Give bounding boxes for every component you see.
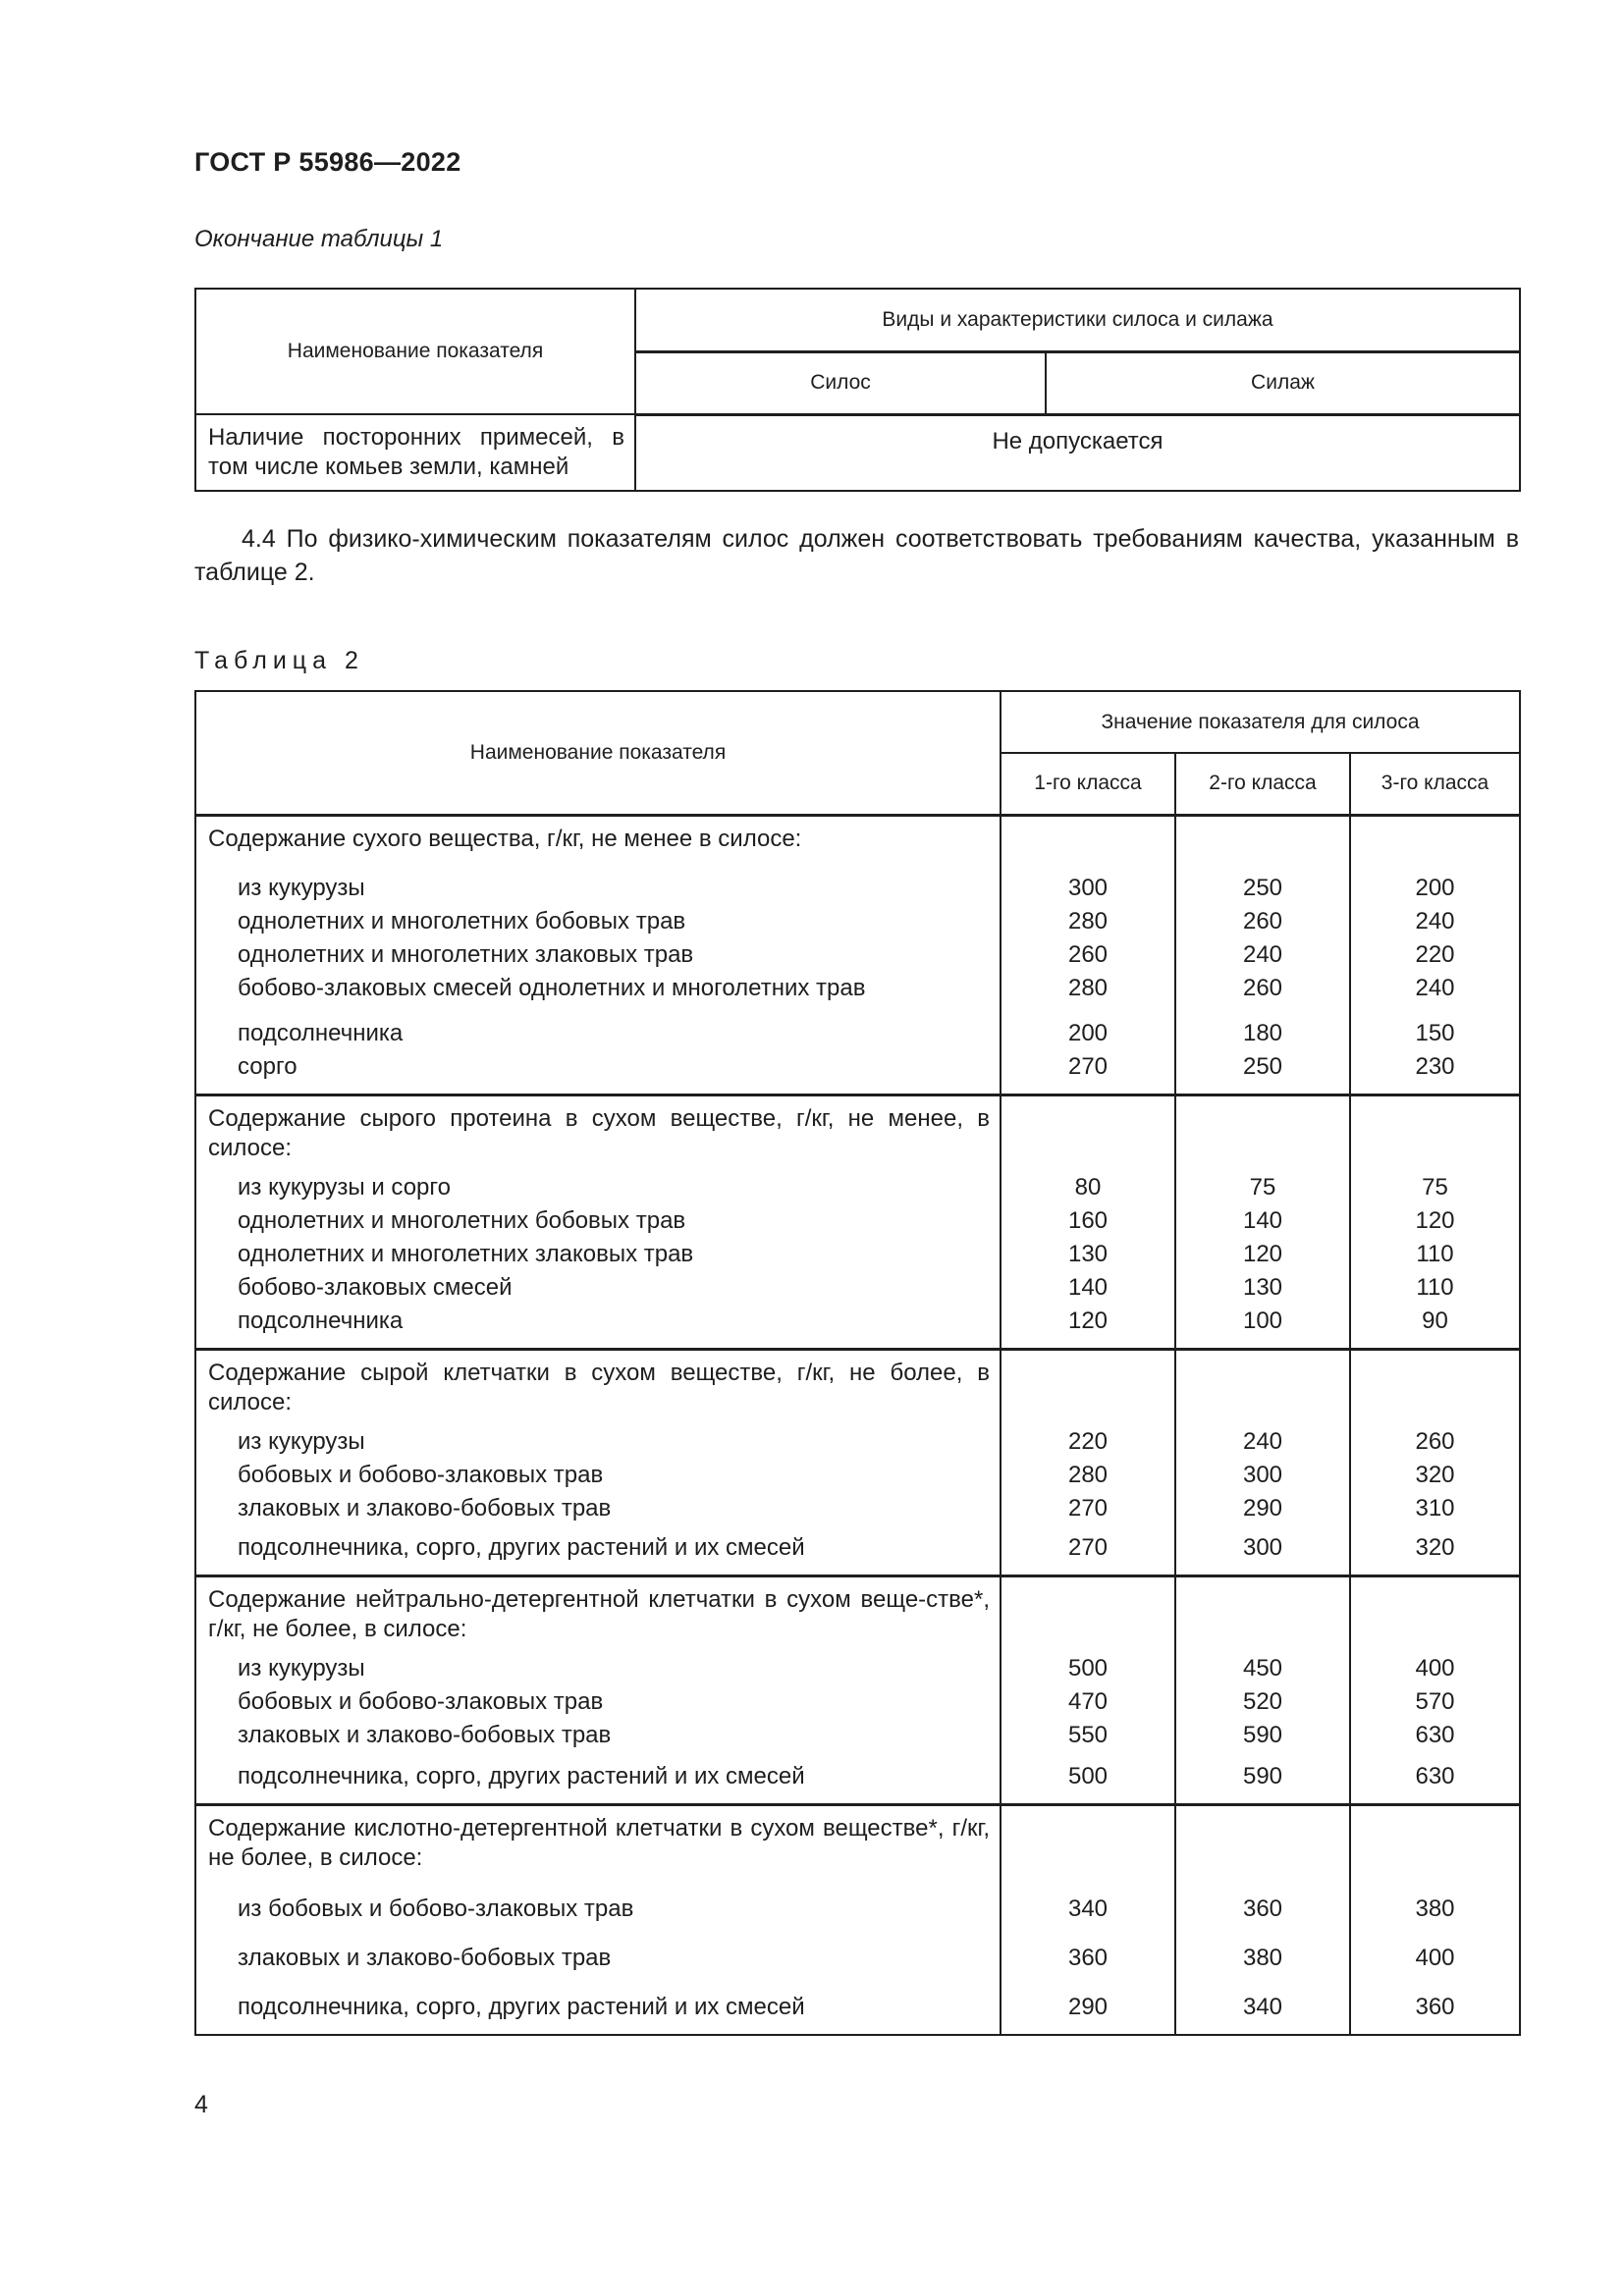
table1-row-name: Наличие посторонних примесей, в том числе комьев земли, камней	[195, 414, 635, 491]
table2-row-name: из бобовых и бобово-злаковых трав	[238, 1895, 634, 1922]
page-number: 4	[194, 2091, 208, 2118]
table2-group-class3-values	[1350, 1575, 1520, 1804]
table2-value-class2: 520	[1242, 1687, 1283, 1715]
table2-group-names	[195, 1349, 1001, 1575]
table2-group-class2-values	[1175, 1349, 1350, 1575]
table2-group-class3-values	[1350, 1095, 1520, 1349]
table2-value-class3: 200	[1415, 874, 1455, 901]
table2-group-class2-values	[1175, 815, 1350, 1095]
table2-group-names	[195, 815, 1001, 1095]
table2-value-class1: 130	[1067, 1240, 1109, 1267]
table2-value-class2: 260	[1242, 974, 1283, 1001]
paragraph-4-4: 4.4 По физико-химическим показателям силос должен соответствовать требованиям качества, указанным в таблице 2.	[194, 525, 1519, 586]
table2-value-class1: 280	[1067, 1461, 1109, 1488]
table2-value-class1: 500	[1067, 1654, 1109, 1682]
table2-value-class1: 550	[1067, 1721, 1109, 1748]
table2-row-name: однолетних и многолетних бобовых трав	[238, 1206, 686, 1234]
table2-value-class1: 360	[1067, 1944, 1109, 1971]
table2-value-class1: 300	[1067, 874, 1109, 901]
table2-value-class3: 230	[1415, 1052, 1455, 1080]
table2-row-name: однолетних и многолетних злаковых трав	[238, 1240, 694, 1267]
table2-row-name: из кукурузы	[238, 874, 365, 901]
table2-value-class1: 270	[1067, 1494, 1109, 1522]
table2-col-class1: 1-го класса	[1001, 753, 1175, 815]
table2-row-name: бобовых и бобово-злаковых трав	[238, 1687, 604, 1715]
table2-value-class2: 450	[1242, 1654, 1283, 1682]
table2-value-class2: 340	[1242, 1993, 1283, 2020]
table2-group-class3-values	[1350, 1804, 1520, 2035]
table1-header-group: Виды и характеристики силоса и силажа	[635, 289, 1520, 351]
table2-value-class1: 80	[1074, 1173, 1102, 1201]
table2-value-class2: 260	[1242, 907, 1283, 934]
table2-value-class1: 140	[1067, 1273, 1109, 1301]
table2	[194, 690, 1521, 2036]
table2-group-class1-values	[1001, 1095, 1175, 1349]
table2-row-name: злаковых и злаково-бобовых трав	[238, 1494, 612, 1522]
table2-value-class2: 300	[1242, 1461, 1283, 1488]
table2-value-class2: 120	[1242, 1240, 1283, 1267]
table2-value-class1: 290	[1067, 1993, 1109, 2020]
table2-row-name: из кукурузы и сорго	[238, 1173, 451, 1201]
table2-value-class1: 500	[1067, 1762, 1109, 1789]
document-code: ГОСТ Р 55986—2022	[194, 147, 461, 177]
table2-value-class2: 250	[1242, 1052, 1283, 1080]
table2-group	[195, 1349, 1520, 1575]
table1-row-value: Не допускается	[635, 414, 1520, 491]
table2-value-class3: 75	[1422, 1173, 1448, 1201]
table2-value-class1: 200	[1067, 1019, 1109, 1046]
table1-col-silage: Силаж	[1046, 351, 1520, 414]
table2-value-class3: 570	[1415, 1687, 1455, 1715]
table2-value-class1: 120	[1067, 1307, 1109, 1334]
table2-row-name: из кукурузы	[238, 1654, 365, 1682]
table1-header-name: Наименование показателя	[195, 289, 635, 414]
table2-row-name: однолетних и многолетних бобовых трав	[238, 907, 686, 934]
table2-value-class3: 630	[1415, 1762, 1455, 1789]
table1-continuation-caption: Окончание таблицы 1	[194, 226, 444, 252]
table2-value-class2: 250	[1242, 874, 1283, 901]
table2-value-class2: 380	[1242, 1944, 1283, 1971]
table2-value-class3: 240	[1415, 974, 1455, 1001]
table2-row-name: подсолнечника	[238, 1307, 404, 1334]
table2-row-name: подсолнечника, сорго, других растений и их смесей	[238, 1993, 805, 2020]
table2-group-class1-values	[1001, 1349, 1175, 1575]
table2-value-class1: 470	[1067, 1687, 1109, 1715]
table2-group-names	[195, 1804, 1001, 2035]
table2-group-title: Содержание сухого вещества, г/кг, не менее в силосе:	[208, 825, 802, 852]
table2-caption: Таблица 2	[194, 647, 364, 674]
table2-row-name: подсолнечника, сорго, других растений и их смесей	[238, 1762, 805, 1789]
table2-row-name: подсолнечника, сорго, других растений и их смесей	[238, 1533, 805, 1561]
table2-row-name: злаковых и злаково-бобовых трав	[238, 1944, 612, 1971]
table2-value-class3: 320	[1415, 1533, 1455, 1561]
table2-row-name: бобовых и бобово-злаковых трав	[238, 1461, 604, 1488]
table2-group-title: Содержание кислотно-детергентной клетчатки в сухом веществе*, г/кг, не более, в силосе:	[208, 1814, 990, 1871]
table1	[194, 288, 1521, 492]
table2-value-class3: 630	[1415, 1721, 1455, 1748]
table2-value-class3: 220	[1415, 940, 1455, 968]
table2-value-class1: 160	[1067, 1206, 1109, 1234]
table1-col-silo: Силос	[635, 351, 1046, 414]
table2-group-class2-values	[1175, 1095, 1350, 1349]
table2-value-class2: 240	[1242, 1427, 1283, 1455]
table2-group-title: Содержание сырого протеина в сухом веществе, г/кг, не менее, в силосе:	[208, 1104, 990, 1161]
table2-group-class1-values	[1001, 1804, 1175, 2035]
table2-value-class3: 110	[1416, 1240, 1454, 1267]
table2-group	[195, 1095, 1520, 1349]
table2-value-class3: 90	[1422, 1307, 1448, 1334]
table2-group-title: Содержание нейтрально-детергентной клетчатки в сухом веще-стве*, г/кг, не более, в силосе:	[208, 1585, 990, 1642]
table2-header-group: Значение показателя для силоса	[1001, 691, 1520, 753]
table2-value-class3: 400	[1415, 1944, 1455, 1971]
table2-value-class2: 75	[1249, 1173, 1276, 1201]
table2-group-names	[195, 1095, 1001, 1349]
table2-value-class3: 240	[1415, 907, 1455, 934]
table2-header-name: Наименование показателя	[195, 691, 1001, 815]
table2-group-class3-values	[1350, 815, 1520, 1095]
table2-row-name: злаковых и злаково-бобовых трав	[238, 1721, 612, 1748]
table2-value-class2: 240	[1242, 940, 1283, 968]
table2-value-class2: 130	[1242, 1273, 1283, 1301]
table2-row-name: бобово-злаковых смесей однолетних и многолетних трав	[238, 974, 866, 1001]
table2-value-class1: 280	[1067, 907, 1109, 934]
table2-value-class1: 270	[1067, 1052, 1109, 1080]
table2-value-class2: 590	[1242, 1762, 1283, 1789]
table2-value-class2: 590	[1242, 1721, 1283, 1748]
table2-row-name: однолетних и многолетних злаковых трав	[238, 940, 694, 968]
table2-group-class2-values	[1175, 1575, 1350, 1804]
table2-value-class3: 320	[1415, 1461, 1455, 1488]
table2-value-class3: 260	[1415, 1427, 1455, 1455]
table2-group-names	[195, 1575, 1001, 1804]
table2-group	[195, 1575, 1520, 1804]
table2-value-class2: 180	[1242, 1019, 1283, 1046]
table2-value-class2: 290	[1242, 1494, 1283, 1522]
table2-value-class1: 260	[1067, 940, 1109, 968]
table2-value-class3: 110	[1416, 1273, 1454, 1301]
table2-value-class3: 120	[1415, 1206, 1455, 1234]
table2-group	[195, 1804, 1520, 2035]
table2-group-class3-values	[1350, 1349, 1520, 1575]
table2-value-class3: 150	[1415, 1019, 1455, 1046]
table2-value-class1: 270	[1067, 1533, 1109, 1561]
table2-value-class2: 360	[1242, 1895, 1283, 1922]
table2-value-class1: 340	[1067, 1895, 1109, 1922]
table2-value-class1: 280	[1067, 974, 1109, 1001]
table2-row-name: сорго	[238, 1052, 298, 1080]
table2-col-class3: 3-го класса	[1350, 753, 1520, 815]
table2-row-name: из кукурузы	[238, 1427, 365, 1455]
table2-value-class2: 300	[1242, 1533, 1283, 1561]
table2-row-name: подсолнечника	[238, 1019, 404, 1046]
table2-value-class3: 380	[1415, 1895, 1455, 1922]
table2-group-title: Содержание сырой клетчатки в сухом веществе, г/кг, не более, в силосе:	[208, 1359, 990, 1415]
table2-group-class1-values	[1001, 815, 1175, 1095]
table2-value-class2: 140	[1242, 1206, 1283, 1234]
table2-group-class2-values	[1175, 1804, 1350, 2035]
table2-group	[195, 815, 1520, 1095]
table2-row-name: бобово-злаковых смесей	[238, 1273, 513, 1301]
table2-value-class3: 360	[1415, 1993, 1455, 2020]
table2-value-class1: 220	[1067, 1427, 1109, 1455]
table2-value-class3: 400	[1415, 1654, 1455, 1682]
table2-group-class1-values	[1001, 1575, 1175, 1804]
table2-value-class3: 310	[1415, 1494, 1455, 1522]
table2-col-class2: 2-го класса	[1175, 753, 1350, 815]
table2-value-class2: 100	[1242, 1307, 1283, 1334]
